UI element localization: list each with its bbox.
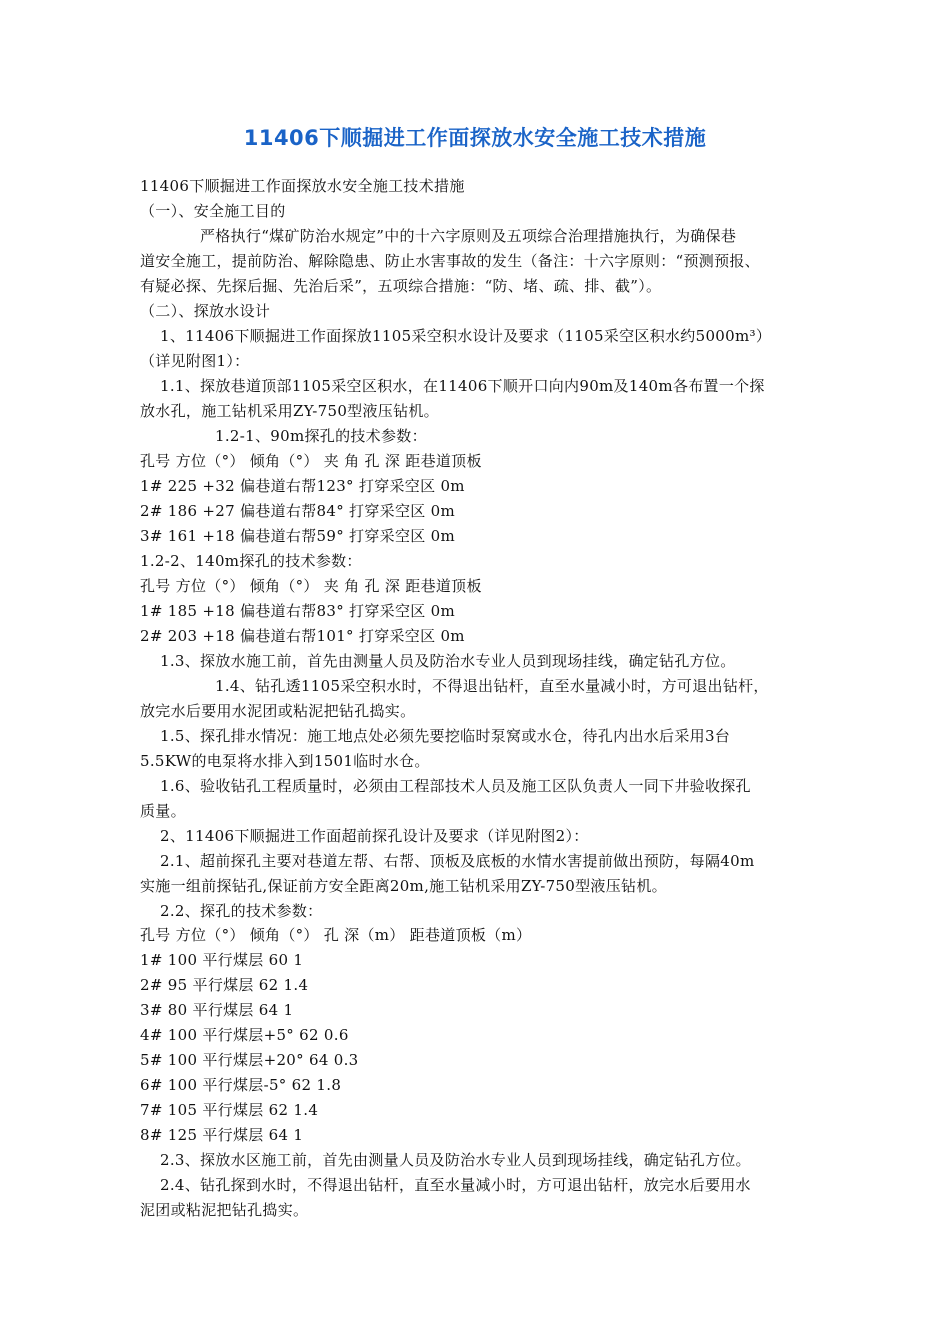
text-line: 1.4、钻孔透1105采空积水时，不得退出钻杆，直至水量减小时，方可退出钻杆， xyxy=(215,677,769,695)
text-line: 道安全施工，提前防治、解除隐患、防止水害事故的发生（备注：十六字原则：“预测预报、 xyxy=(140,252,760,270)
text-line: 1、11406下顺掘进工作面探放1105采空积水设计及要求（1105采空区积水约5000m³） xyxy=(160,327,772,345)
text-line: 5.5KW的电泵将水排入到1501临时水仓。 xyxy=(140,752,430,770)
text-line: 1.3、探放水施工前，首先由测量人员及防治水专业人员到现场挂线，确定钻孔方位。 xyxy=(160,652,736,670)
text-line: 1.1、探放巷道顶部1105采空区积水，在11406下顺开口向内90m及140m各布置一个探 xyxy=(160,377,765,395)
text-line: 放水孔，施工钻机采用ZY-750型液压钻机。 xyxy=(140,402,439,420)
text-line: 11406下顺掘进工作面探放水安全施工技术措施 xyxy=(140,177,465,195)
text-line: 严格执行“煤矿防治水规定”中的十六字原则及五项综合治理措施执行，为确保巷 xyxy=(200,227,737,245)
text-line: （二）、探放水设计 xyxy=(140,302,271,320)
text-line: 7# 105 平行煤层 62 1.4 xyxy=(140,1101,319,1119)
text-line: 1.2-2、140m探孔的技术参数： xyxy=(140,552,362,570)
text-line: 2# 186 +27 偏巷道右帮84° 打穿采空区 0m xyxy=(140,502,455,520)
text-line: 放完水后要用水泥团或粘泥把钻孔捣实。 xyxy=(140,702,416,720)
text-line: 1.2-1、90m探孔的技术参数： xyxy=(215,427,427,445)
text-line: 6# 100 平行煤层-5° 62 1.8 xyxy=(140,1076,342,1094)
text-line: 8# 125 平行煤层 64 1 xyxy=(140,1126,304,1144)
text-line: 2.2、探孔的技术参数： xyxy=(160,902,323,920)
text-line: 2.4、钻孔探到水时，不得退出钻杆，直至水量减小时，方可退出钻杆，放完水后要用水 xyxy=(160,1176,751,1194)
text-line: 2、11406下顺掘进工作面超前探孔设计及要求（详见附图2）： xyxy=(160,827,589,845)
text-line: （一）、安全施工目的 xyxy=(140,202,286,220)
text-line: 1.5、探孔排水情况：施工地点处必须先要挖临时泵窝或水仓，待孔内出水后采用3台 xyxy=(160,727,731,745)
text-line: 质量。 xyxy=(140,802,186,820)
text-line: 3# 161 +18 偏巷道右帮59° 打穿采空区 0m xyxy=(140,527,455,545)
text-line: 孔号 方位（°） 倾角（°） 夹 角 孔 深 距巷道顶板 xyxy=(140,577,482,595)
text-line: 2.1、超前探孔主要对巷道左帮、右帮、顶板及底板的水情水害提前做出预防，每隔40m xyxy=(160,852,755,870)
text-line: 孔号 方位（°） 倾角（°） 孔 深（m） 距巷道顶板（m） xyxy=(140,926,532,944)
text-line: 有疑必探、先探后掘、先治后采”，五项综合措施：“防、堵、疏、排、截”）。 xyxy=(140,277,662,295)
text-line: 实施一组前探钻孔,保证前方安全距离20m,施工钻机采用ZY-750型液压钻机。 xyxy=(140,877,667,895)
text-line: 1# 100 平行煤层 60 1 xyxy=(140,951,304,969)
text-line: 泥团或粘泥把钻孔捣实。 xyxy=(140,1201,309,1219)
text-line: 2.3、探放水区施工前，首先由测量人员及防治水专业人员到现场挂线，确定钻孔方位。 xyxy=(160,1151,751,1169)
text-line: 1.6、验收钻孔工程质量时，必须由工程部技术人员及施工区队负责人一同下井验收探孔 xyxy=(160,777,751,795)
text-line: 4# 100 平行煤层+5° 62 0.6 xyxy=(140,1026,349,1044)
text-line: 3# 80 平行煤层 64 1 xyxy=(140,1001,294,1019)
text-line: 2# 95 平行煤层 62 1.4 xyxy=(140,976,309,994)
text-line: 孔号 方位（°） 倾角（°） 夹 角 孔 深 距巷道顶板 xyxy=(140,452,482,470)
text-line: 5# 100 平行煤层+20° 64 0.3 xyxy=(140,1051,359,1069)
text-line: 1# 185 +18 偏巷道右帮83° 打穿采空区 0m xyxy=(140,602,455,620)
document-title: 11406下顺掘进工作面探放水安全施工技术措施 xyxy=(243,126,707,150)
text-line: 1# 225 +32 偏巷道右帮123° 打穿采空区 0m xyxy=(140,477,465,495)
text-line: （详见附图1）： xyxy=(140,352,250,370)
text-line: 2# 203 +18 偏巷道右帮101° 打穿采空区 0m xyxy=(140,627,465,645)
